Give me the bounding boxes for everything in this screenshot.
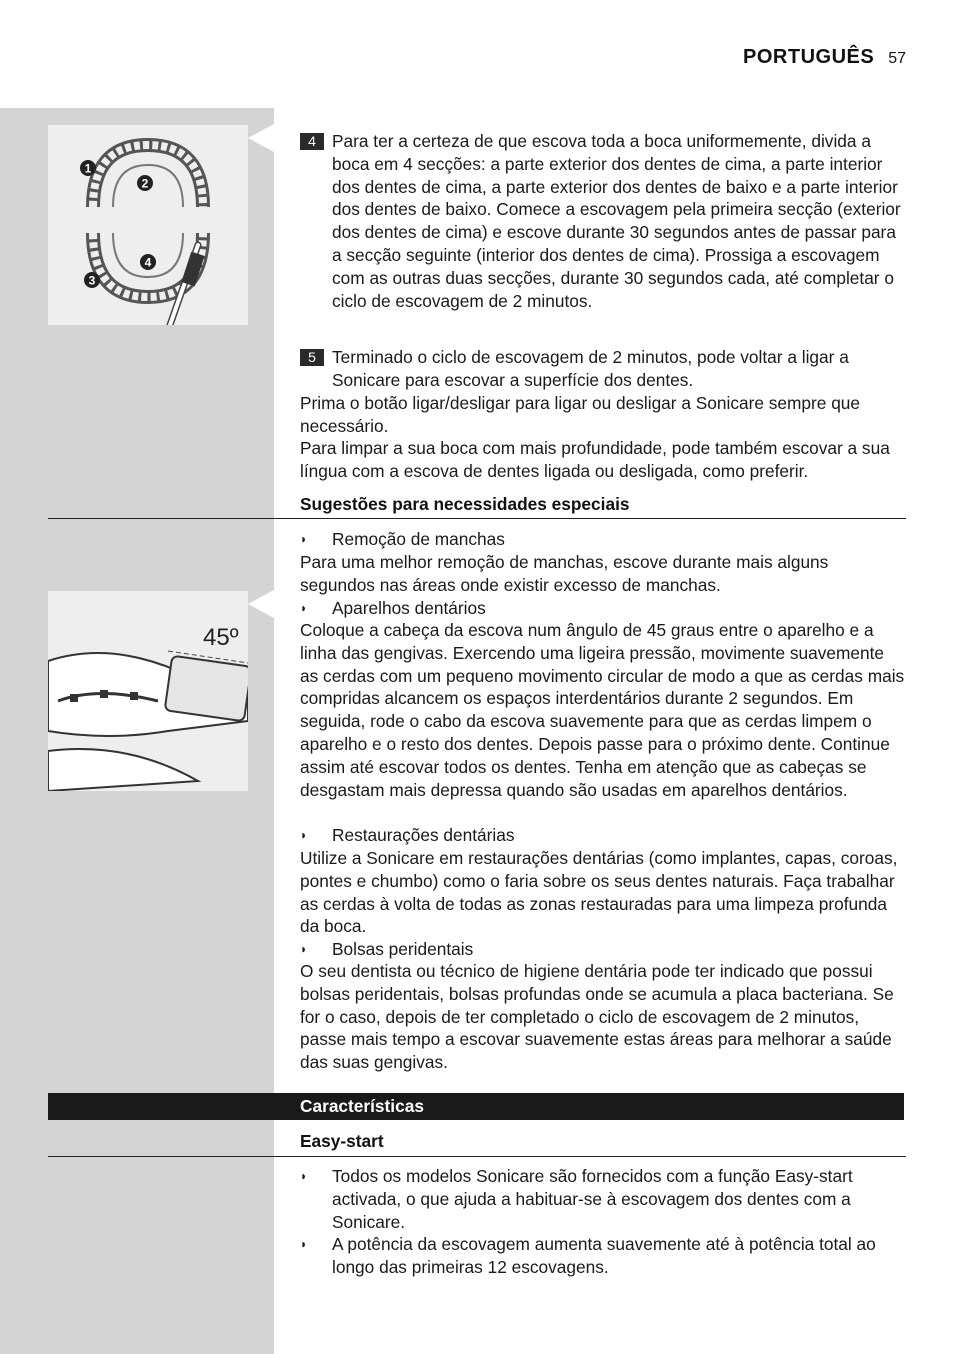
- paragraph-braces: Coloque a cabeça da escova num ângulo de 45 graus entre o aparelho e a linha das gengivas. Exercendo uma ligeira pressão, movimente suavemente as cerdas com um pequeno movimento circular de modo a que as cerdas mais compridas alcancem os espaços interdentários durante 2 segundos. Em seguida, rode o cabo da escova suavemente para que as cerdas limpem o aparelho e o resto dos dentes. Depois passe para o próximo dente. Continue assim até escovar todos os dentes. Tenha em atenção que as cabeças se desgastam mais depressa quando são usadas em aparelhos dentários.: [300, 620, 905, 800]
- paragraph-restorations: Utilize a Sonicare em restaurações dentárias (como implantes, capas, coroas, pontes e chumbo) como o faria sobre os seus dentes naturais. Faça trabalhar as cerdas à volta de todas as zonas restauradas para uma limpeza profunda da boca.: [300, 848, 898, 937]
- illustration-pointer: [248, 590, 274, 618]
- paragraph-periodontal-pockets: O seu dentista ou técnico de higiene dentária pode ter indicado que possui bolsas peridentais, bolsas profundas onde se acumula a placa bacteriana. Se for o caso, depois de ter completado o ciclo de escovagem de 2 minutos, passe mais tempo a escovar suavemente estas áreas para melhorar a saúde das suas gengivas.: [300, 961, 894, 1073]
- subheading-easy-start: Easy-start: [300, 1131, 384, 1151]
- brush-head: [165, 656, 248, 722]
- bullet-label: Remoção de manchas: [332, 529, 505, 549]
- lip-shape: [48, 749, 198, 791]
- bullet-marker-icon: ◗: [300, 828, 308, 842]
- bullet-stain-removal: [300, 528, 905, 551]
- page-header: [743, 46, 906, 76]
- bullet-easy-start-1: [300, 1165, 905, 1233]
- bullet-marker-icon: ◗: [300, 601, 308, 615]
- bullet-restorations: [300, 824, 905, 847]
- illustration-pointer: [248, 124, 274, 152]
- bullet-braces: [300, 597, 905, 620]
- step-text: Para ter a certeza de que escova toda a boca uniformemente, divida a boca em 4 secções: a parte exterior dos dentes de cima, a parte interior dos dentes de cima, a parte exterior dos dentes de baixo e a parte interior dos dentes de baixo. Comece a escovagem pela primeira secção (exterior dos dentes de cima) e escove durante 30 segundos antes de passar para a secção seguinte (interior dos dentes de cima). Prossiga a escovagem com as outras duas secções, durante 30 segundos cada, até completar o ciclo de escovagem de 2 minutos.: [332, 131, 901, 311]
- bullet-easy-start-2: [300, 1233, 905, 1279]
- braces-illustration: [48, 591, 248, 791]
- step-number: 5: [300, 349, 324, 366]
- teeth-diagram-svg: [48, 125, 248, 325]
- braces-svg: [48, 591, 248, 791]
- page-number: 57: [888, 50, 906, 67]
- badge-2-label: 2: [141, 176, 149, 191]
- badge-3-label: 3: [88, 273, 96, 288]
- bullet-text: A potência da escovagem aumenta suavemente até à potência total ao longo das primeiras 12 escovagens.: [332, 1234, 876, 1277]
- brace-bracket: [130, 692, 138, 700]
- angle-label: 45º: [203, 624, 239, 651]
- step-5: [300, 346, 905, 392]
- step-number: 4: [300, 133, 324, 150]
- brace-bracket: [100, 690, 108, 698]
- bullet-label: Restaurações dentárias: [332, 825, 515, 845]
- section-bar-features: [48, 1093, 904, 1120]
- divider: [48, 518, 906, 519]
- teeth-quadrant-illustration: [48, 125, 248, 325]
- paragraph-power-button: Prima o botão ligar/desligar para ligar ou desligar a Sonicare sempre que necessário.: [300, 393, 861, 436]
- step-4: [300, 130, 905, 312]
- step-text: Terminado o ciclo de escovagem de 2 minutos, pode voltar a ligar a Sonicare para escovar a superfície dos dentes.: [332, 347, 849, 390]
- paragraph-stain-removal: Para uma melhor remoção de manchas, escove durante mais alguns segundos nas áreas onde existir excesso de manchas.: [300, 552, 829, 595]
- section-bar-title: Características: [300, 1096, 424, 1116]
- bullet-marker-icon: ◗: [300, 1237, 308, 1251]
- brace-bracket: [70, 694, 78, 702]
- bullet-marker-icon: ◗: [300, 1169, 308, 1183]
- bullet-periodontal-pockets: [300, 938, 905, 961]
- divider: [48, 1156, 906, 1157]
- section-heading-special-needs: Sugestões para necessidades especiais: [300, 494, 630, 514]
- badge-4-label: 4: [144, 255, 152, 270]
- paragraph-tongue: Para limpar a sua boca com mais profundidade, pode também escovar a sua língua com a escova de dentes ligada ou desligada, como preferir.: [300, 438, 890, 481]
- bullet-marker-icon: ◗: [300, 942, 308, 956]
- bullet-label: Bolsas peridentais: [332, 939, 474, 959]
- bullet-marker-icon: ◗: [300, 532, 308, 546]
- badge-1-label: 1: [84, 161, 92, 176]
- language-label: PORTUGUÊS: [743, 46, 875, 68]
- bullet-text: Todos os modelos Sonicare são fornecidos com a função Easy-start activada, o que ajuda a habituar-se à escovagem dos dentes com a Sonicare.: [332, 1166, 853, 1232]
- bullet-label: Aparelhos dentários: [332, 598, 486, 618]
